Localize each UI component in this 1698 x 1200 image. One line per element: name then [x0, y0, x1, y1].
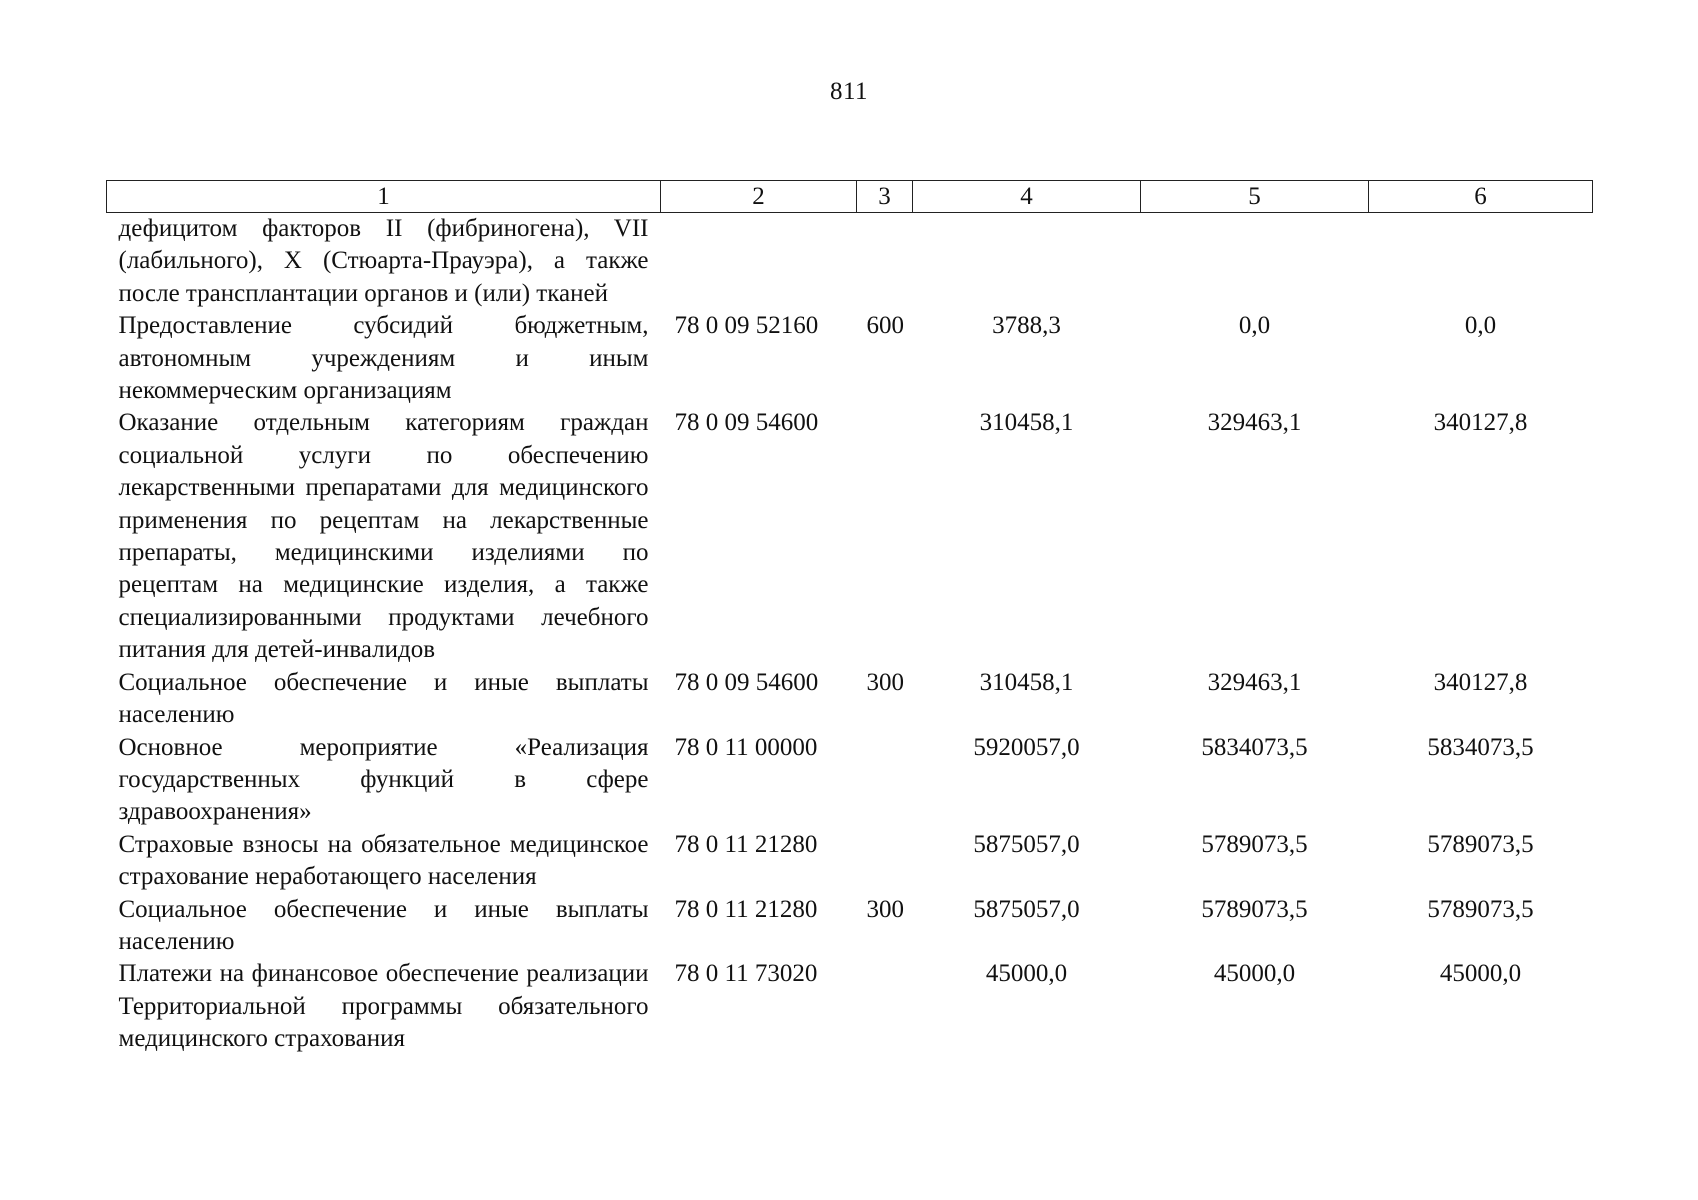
row-target-code: 78 0 11 73020 — [674, 960, 818, 988]
page-number: 811 — [829, 78, 869, 105]
row-target-code: 78 0 11 21280 — [674, 830, 818, 858]
row-target-code: 78 0 11 00000 — [674, 733, 818, 761]
row-name: Социальное обеспечение и иные выплаты населению — [118, 895, 649, 955]
row-expense-type — [857, 407, 913, 666]
column-header-6: 6 — [1369, 181, 1593, 213]
row-name: Основное мероприятие «Реализация государственных функций в сфере здравоохранения» — [118, 733, 649, 826]
row-value-3: 340127,8 — [1433, 409, 1528, 437]
row-expense-type: 600 — [866, 312, 904, 340]
row-expense-type — [857, 829, 913, 894]
table-row — [107, 310, 1593, 407]
row-name: Социальное обеспечение и иные выплаты населению — [118, 668, 649, 729]
row-value-2: 5789073,5 — [1201, 895, 1308, 923]
column-header-1: 1 — [107, 181, 661, 213]
row-expense-type — [857, 958, 913, 1055]
row-value-1: 5920057,0 — [973, 733, 1080, 761]
column-header-5: 5 — [1141, 181, 1369, 213]
table-row — [107, 732, 1593, 829]
row-name: Платежи на финансовое обеспечение реализации Территориальной программы обязательного медицинского страхования — [118, 960, 649, 1053]
row-value-2 — [1141, 213, 1369, 311]
row-value-2: 329463,1 — [1207, 409, 1302, 437]
row-value-1 — [913, 213, 1141, 311]
table-row — [107, 958, 1593, 1055]
row-expense-type: 300 — [866, 895, 904, 923]
row-target-code: 78 0 09 52160 — [674, 312, 819, 340]
row-name: Страховые взносы на обязательное медицинское страхование неработающего населения — [118, 830, 649, 891]
row-target-code: 78 0 09 54600 — [674, 409, 819, 437]
row-value-2: 0,0 — [1238, 312, 1271, 340]
row-value-1: 310458,1 — [979, 668, 1074, 696]
table-row — [107, 894, 1593, 959]
budget-table — [106, 180, 1593, 1056]
row-target-code: 78 0 11 21280 — [674, 895, 818, 923]
row-value-2: 5834073,5 — [1201, 733, 1308, 761]
row-value-1: 310458,1 — [979, 409, 1074, 437]
row-value-2: 5789073,5 — [1201, 830, 1308, 858]
table-row — [107, 829, 1593, 894]
table-row — [107, 213, 1593, 311]
row-value-3: 0,0 — [1464, 312, 1497, 340]
row-value-1: 3788,3 — [992, 312, 1061, 340]
row-value-2: 329463,1 — [1207, 668, 1302, 696]
column-header-2: 2 — [661, 181, 857, 213]
row-target-code — [661, 213, 857, 311]
row-expense-type — [857, 732, 913, 829]
column-header-4: 4 — [913, 181, 1141, 213]
row-name: Оказание отдельным категориям граждан социальной услуги по обеспечению лекарственными препаратами для медицинского применения по рецептам на лекарственные препараты, медицинскими изделиями по рецептам на медицинские изделия, а также специализированными продуктами лечебного питания для детей-инвалидов — [118, 409, 649, 664]
row-value-3: 5789073,5 — [1427, 830, 1534, 858]
row-value-1: 5875057,0 — [973, 830, 1080, 858]
row-expense-type — [857, 213, 913, 311]
row-expense-type: 300 — [866, 668, 904, 696]
row-value-3: 5789073,5 — [1427, 895, 1534, 923]
row-value-3: 5834073,5 — [1427, 733, 1534, 761]
row-name: дефицитом факторов II (фибриногена), VII (лабильного), X (Стюарта-Прауэра), а также после трансплантации органов и (или) тканей — [118, 215, 649, 307]
table-row — [107, 407, 1593, 666]
row-value-1: 45000,0 — [985, 960, 1068, 988]
row-value-2: 45000,0 — [1213, 960, 1296, 988]
row-name: Предоставление субсидий бюджетным, автономным учреждениям и иным некоммерческим организациям — [118, 312, 649, 405]
row-value-3 — [1369, 213, 1593, 311]
row-value-1: 5875057,0 — [973, 895, 1080, 923]
table-row — [107, 667, 1593, 732]
column-header-3: 3 — [857, 181, 913, 213]
row-target-code: 78 0 09 54600 — [674, 668, 819, 696]
row-value-3: 45000,0 — [1439, 960, 1522, 988]
row-value-3: 340127,8 — [1433, 668, 1528, 696]
table-header-row — [107, 181, 1593, 213]
